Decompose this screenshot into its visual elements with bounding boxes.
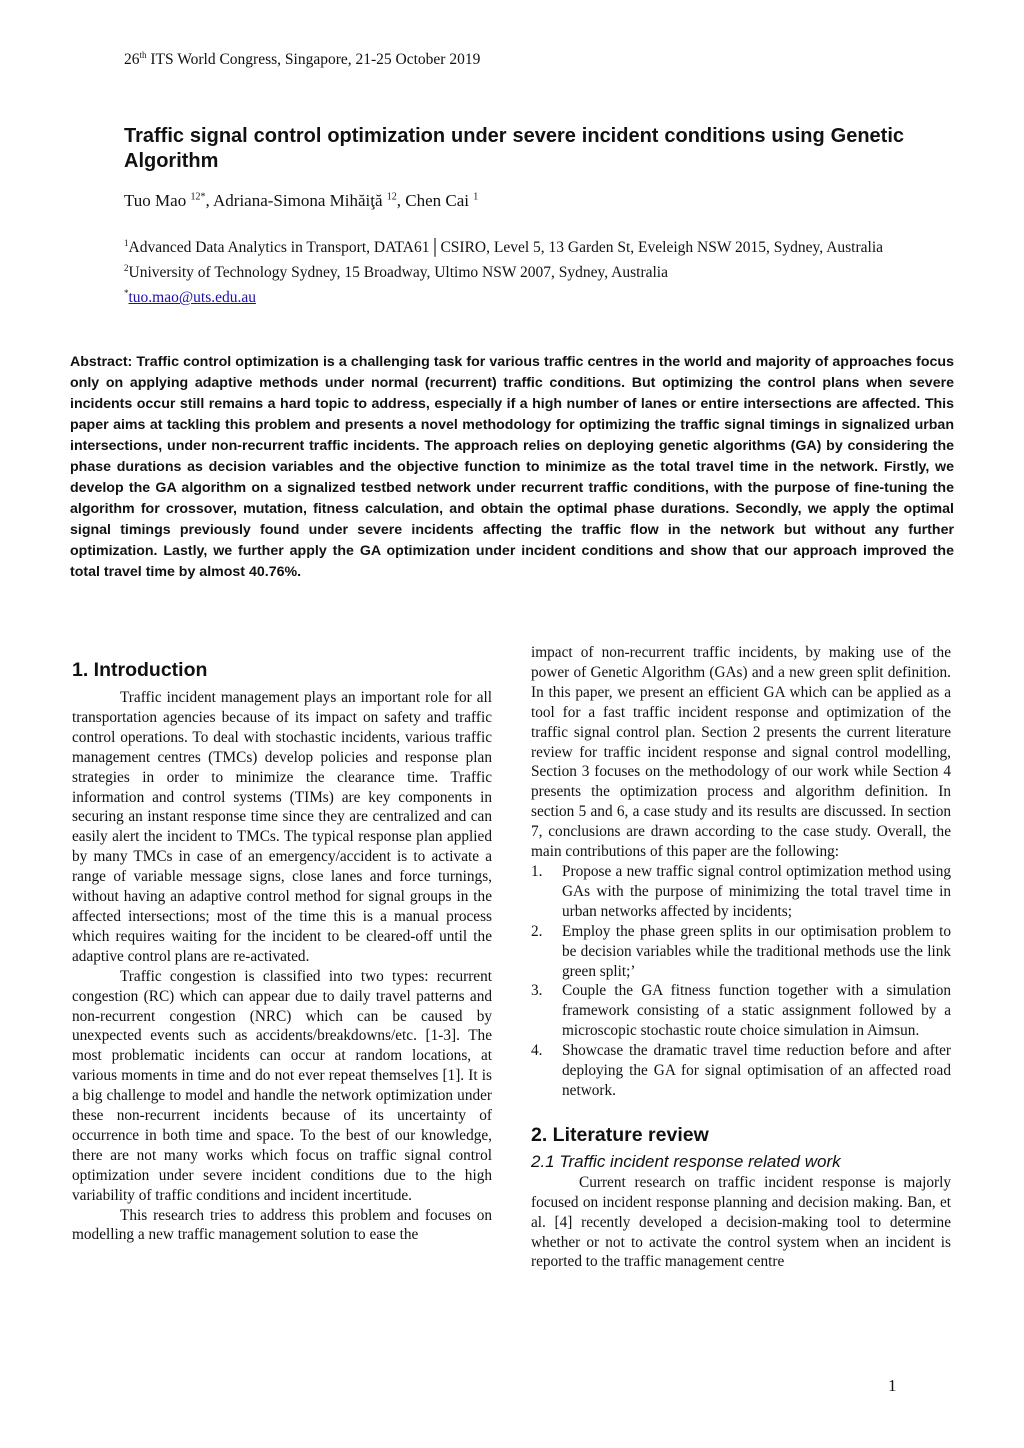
body-paragraph: Current research on traffic incident response is majorly focused on incident response planning and decision making. Ban, et al. [4] recently developed a decision-making tool to determine whether or not to activate the control system when an incident is reported to the traffic management centre — [531, 1173, 951, 1271]
list-item-number: 2. — [531, 922, 543, 940]
email-mark: * — [124, 288, 129, 299]
email-link[interactable]: tuo.mao@uts.edu.au — [128, 289, 256, 307]
header-suffix: ITS World Congress, Singapore, 21-25 October 2019 — [146, 51, 481, 69]
affiliation-text: Advanced Data Analytics in Transport, DATA61│CSIRO, Level 5, 13 Garden St, Eveleigh NSW 2015, Sydney, Australia — [128, 239, 884, 257]
left-column — [72, 643, 492, 1245]
author-affiliation-mark: 1 — [473, 191, 479, 203]
list-item — [531, 981, 951, 1041]
section-heading-literature-review: 2. Literature review — [531, 1123, 709, 1146]
list-item-text: Employ the phase green splits in our optimisation problem to be decision variables while the traditional methods use the link green split;’ — [562, 922, 951, 980]
body-paragraph: Traffic incident management plays an important role for all transportation agencies because of its impact on safety and traffic control operations. To deal with stochastic incidents, various traffic management centres (TMCs) develop policies and response plan strategies in order to minimize the clearance time. Traffic information and control systems (TIMs) are key components in securing an instant response time since they are centralized and can easily alert the incident to TMCs. The typical response plan applied by many TMCs in case of an emergency/accident is to activate a range of variable message signs, close lanes and force turnings, without having an adaptive control method for signal groups in the affected intersections; most of the time this is a manual process which requires waiting for the incident to be cleared-off until the adaptive control plans are re-activated. — [72, 689, 492, 965]
list-item-text: Couple the GA fitness function together with a simulation framework consisting of a static assignment followed by a microscopic stochastic route choice simulation in Aimsun. — [562, 982, 951, 1040]
page-number: 1 — [888, 1376, 897, 1395]
affiliations — [124, 233, 914, 308]
running-header — [124, 50, 480, 69]
affiliation-mark: 1 — [124, 238, 129, 248]
corresponding-email — [124, 283, 914, 308]
author-list: Tuo Mao $^{12*}$, Adriana-Simona Mihăiţă $^{12}$, Chen Cai $^1$ — [124, 191, 479, 210]
author-affiliation-mark: 12 — [386, 191, 397, 203]
author-name: Tuo Mao — [124, 191, 187, 210]
author-affiliation-mark: 12* — [190, 191, 206, 203]
list-item — [531, 862, 951, 922]
body-paragraph: This research tries to address this problem and focuses on modelling a new traffic management solution to ease the — [72, 1206, 492, 1244]
subsection-heading: 2.1 Traffic incident response related work — [531, 1151, 841, 1171]
list-item-text: Showcase the dramatic travel time reduction before and after deploying the GA for signal optimisation of an affected road network. — [562, 1042, 951, 1099]
affiliation-item — [124, 258, 914, 283]
affiliation-item — [124, 233, 914, 258]
list-item-text: Propose a new traffic signal control optimization method using GAs with the purpose of minimizing the total travel time in urban networks affected by incidents; — [562, 862, 951, 920]
header-ordinal: th — [139, 50, 147, 60]
body-paragraph-continued: impact of non-recurrent traffic incidents, by making use of the power of Genetic Algorithm (GAs) and a new green split definition. In this paper, we present an efficient GA which can be applied as a tool for a fast traffic incident response and optimization of the traffic signal control plan. Section 2 presents the current literature review for traffic incident response and signal control modelling, Section 3 focuses on the methodology of our work while Section 4 presents the optimization process and algorithm definition. In section 5 and 6, a case study and its results are discussed. In section 7, conclusions are drawn according to the case study. Overall, the main contributions of this paper are the following: — [531, 644, 951, 861]
section-heading-introduction: 1. Introduction — [72, 659, 208, 681]
list-item — [531, 1041, 951, 1101]
author-name: Chen Cai — [405, 191, 470, 210]
affiliation-text: University of Technology Sydney, 15 Broadway, Ultimo NSW 2007, Sydney, Australia — [128, 264, 668, 282]
list-item-number: 1. — [531, 862, 543, 880]
abstract: Abstract: Traffic control optimization is a challenging task for various traffic centres in the world and majority of approaches focus only on applying adaptive methods under normal (recurrent) traffic conditions. But optimizing the control plans when severe incidents occur still remains a hard topic to address, especially if a high number of lanes or entire intersections are affected. This paper aims at tackling this problem and presents a novel methodology for optimizing the traffic signal timings in signalized urban intersections, under non-recurrent traffic incidents. The approach relies on deploying genetic algorithms (GA) by considering the phase durations as decision variables and the objective function to minimize as the total travel time in the network. Firstly, we develop the GA algorithm on a signalized testbed network under recurrent traffic conditions, with the purpose of fine-tuning the algorithm for crossover, mutation, fitness calculation, and obtain the optimal phase durations. Secondly, we apply the optimal signal timings previously found under severe incidents affecting the traffic flow in the network but without any further optimization. Lastly, we further apply the GA optimization under incident conditions and show that our approach improved the total travel time by almost 40.76%. — [70, 354, 954, 580]
paper-title: Traffic signal control optimization under severe incident conditions using Genetic Algorithm — [124, 125, 904, 172]
body-paragraph: Traffic congestion is classified into two types: recurrent congestion (RC) which can appear due to daily travel patterns and non-recurrent congestion (NRC) which can be caused by unexpected events such as accidents/breakdowns/etc. [1-3]. The most problematic incidents can occur at random locations, at various moments in time and do not ever repeat themselves [1]. It is a big challenge to model and handle the network optimization under these non-recurrent incidents because of its uncertainty of occurrence in both time and space. To the best of our knowledge, there are not many works which focus on traffic signal control optimization under severe incident conditions due to the high variability of traffic conditions and incident incertitude. — [72, 967, 492, 1204]
right-column — [531, 643, 951, 1272]
author-name: Adriana-Simona Mihăiţă — [213, 191, 383, 210]
affiliation-mark: 2 — [124, 263, 129, 274]
list-item — [531, 922, 951, 982]
list-item-number: 4. — [531, 1042, 543, 1060]
contribution-list — [531, 862, 951, 1101]
list-item-number: 3. — [531, 982, 543, 1000]
header-prefix: 26 — [124, 51, 140, 69]
